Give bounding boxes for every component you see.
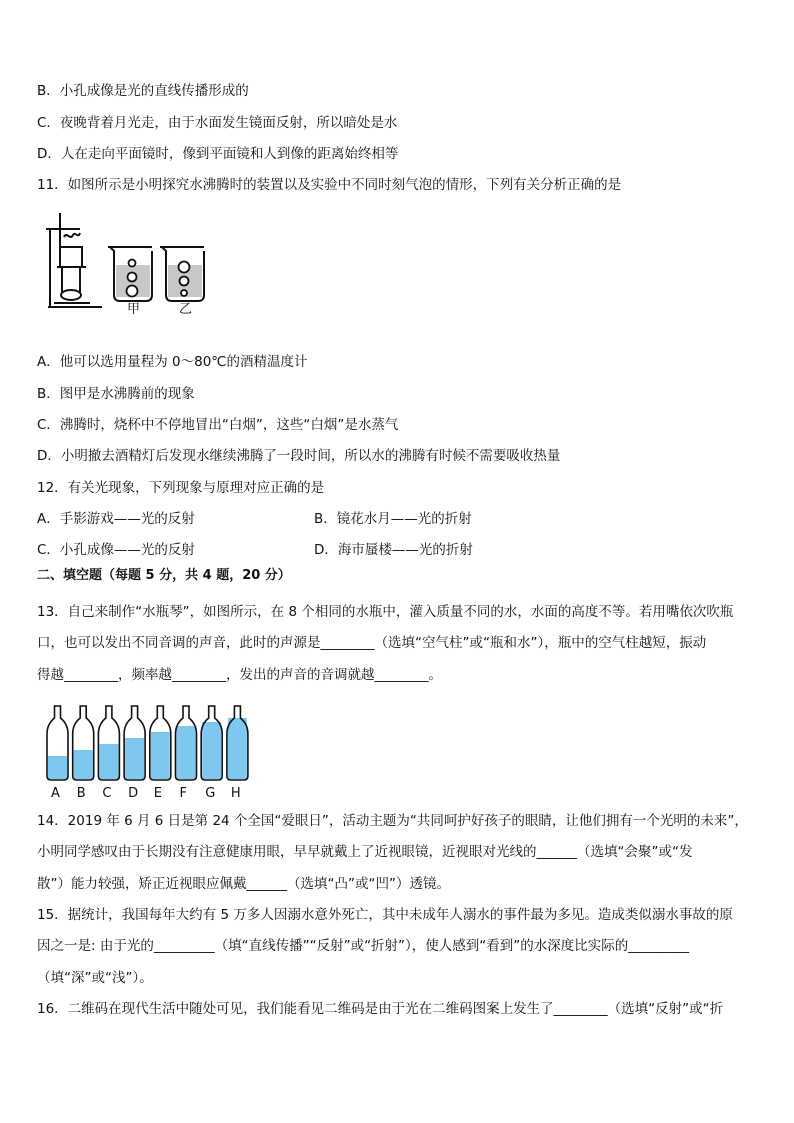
bottle-label: B [76,786,86,801]
water-bottle [73,706,94,780]
question-14-line-3: 散”）能力较强，矫正近视眼应佩戴______（选填“凸”或“凹”）透镜。 [37,876,450,892]
water-bottle [150,706,171,780]
water-bottles-figure [42,704,252,784]
water-bottle [124,706,145,780]
bottle-label: F [179,786,187,801]
question-15-line-2: 因之一是: 由于光的_________（填“直线传播”“反射”或“折射”），使人感到“看到”的水深度比实际的_________ [37,938,690,954]
question-13-line-1: 13．自己来制作“水瓶琴”，如图所示，在 8 个相同的水瓶中，灌入质量不同的水，水面的高度不等。若用嘴依次吹瓶 [37,604,734,620]
question-12-stem: 12．有关光现象，下列现象与原理对应正确的是 [37,480,325,496]
bottle-label: C [102,786,112,801]
question-15-line-1: 15．据统计，我国每年大约有 5 万多人因溺水意外死亡，其中未成年人溺水的事件最为多见。造成类似溺水事故的原 [37,907,733,923]
q12-option-a: A．手影游戏——光的反射 [37,511,195,527]
question-11-stem: 11．如图所示是小明探究水沸腾时的装置以及实验中不同时刻气泡的情形，下列有关分析正确的是 [37,177,622,193]
water-bottle [227,706,248,780]
q12-option-b: B．镜花水月——光的折射 [314,511,472,527]
question-16-line-1: 16．二维码在现代生活中随处可见，我们能看见二维码是由于光在二维码图案上发生了________（选填“反射”或“折 [37,1001,724,1017]
question-13-line-2: 口，也可以发出不同音调的声音，此时的声源是________（选填“空气柱”或“瓶和水”），瓶中的空气柱越短，振动 [37,635,707,651]
option-c-night-walk: C．夜晚背着月光走，由于水面发生镜面反射，所以暗处是水 [37,115,398,131]
figure-label-jia: 甲 [127,302,141,317]
figure-label-yi: 乙 [179,302,193,317]
bottle-label: D [128,786,139,801]
q12-option-c: C．小孔成像——光的反射 [37,542,195,558]
option-b-pinhole: B．小孔成像是光的直线传播形成的 [37,83,249,99]
question-15-line-3: （填“深”或“浅”）。 [37,970,153,986]
q12-option-d: D．海市蜃楼——光的折射 [314,542,473,558]
question-13-line-3: 得越________，频率越________，发出的声音的音调就越________。 [37,667,442,683]
bottle-label: H [230,786,241,801]
water-bottle [176,706,197,780]
water-bottle [98,706,119,780]
bottle-label: G [205,786,216,801]
water-bottle [47,706,68,780]
water-bottle [201,706,222,780]
question-14-line-2: 小明同学感叹由于长期没有注意健康用眼，早早就戴上了近视眼镜，近视眼对光线的______（选填“会聚”或“发 [37,844,693,860]
bottle-label: E [153,786,163,801]
section-fill-in-title: 二、填空题（每题 5 分，共 4 题，20 分） [37,568,291,583]
bottle-label: A [51,786,60,801]
option-d-plane-mirror: D．人在走向平面镜时，像到平面镜和人到像的距离始终相等 [37,146,399,162]
q11-option-b: B．图甲是水沸腾前的现象 [37,386,195,402]
q11-option-c: C．沸腾时，烧杯中不停地冒出“白烟”，这些“白烟”是水蒸气 [37,417,399,433]
q11-option-d: D．小明撤去酒精灯后发现水继续沸腾了一段时间，所以水的沸腾有时候不需要吸收热量 [37,448,561,464]
q11-option-a: A．他可以选用量程为 0～80℃的酒精温度计 [37,354,308,370]
question-14-line-1: 14．2019 年 6 月 6 日是第 24 个全国“爱眼日”，活动主题为“共同呵护好孩子的眼睛，让他们拥有一个光明的未来”， [37,813,748,829]
